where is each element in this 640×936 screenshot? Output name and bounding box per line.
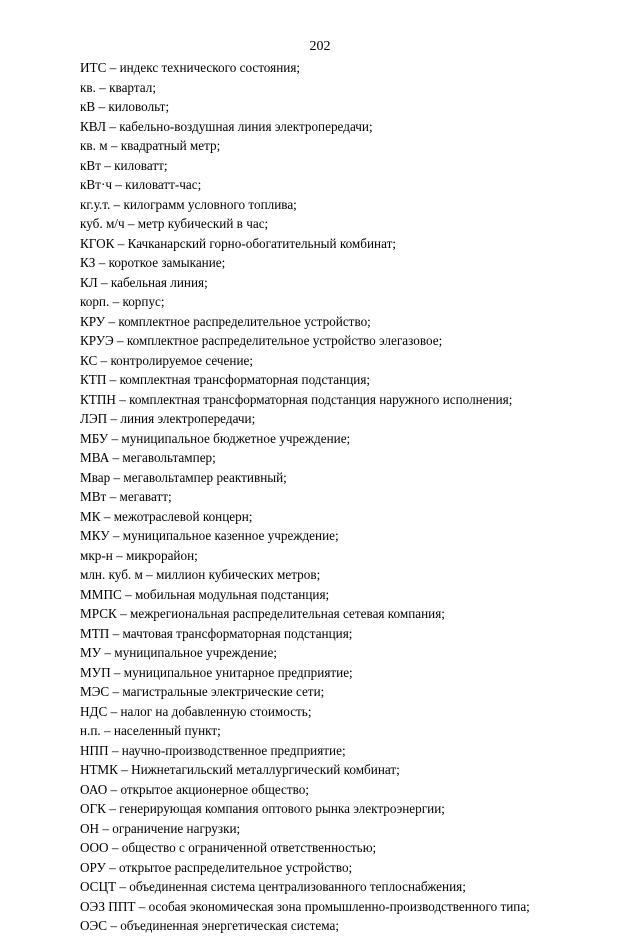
abbreviation-entry: МУП – муниципальное унитарное предприятие;: [80, 664, 353, 680]
abbreviation-entry: Мвар – мегавольтампер реактивный;: [80, 469, 287, 485]
abbreviation-entry: кв. – квартал;: [80, 79, 156, 95]
abbreviation-entry: ОСЦТ – объединенная система централизованного теплоснабжения;: [80, 879, 466, 894]
abbreviation-entry: ЛЭП – линия электропередачи;: [80, 411, 256, 426]
abbreviation-entry: куб. м/ч – метр кубический в час;: [80, 216, 269, 231]
abbreviation-entry: МК – межотраслевой концерн;: [80, 508, 253, 524]
abbreviation-entry: МЭС – магистральные электрические сети;: [80, 684, 325, 699]
abbreviation-entry: КГОК – Качканарский горно-обогатительный комбинат;: [80, 235, 397, 251]
abbreviation-entry: МВт – мегаватт;: [80, 489, 172, 504]
abbreviation-entry: ММПС – мобильная модульная подстанция;: [80, 586, 330, 602]
abbreviation-entry: КРУЭ – комплектное распределительное устройство элегазовое;: [80, 333, 443, 348]
abbreviation-entry: кВт – киловатт;: [80, 157, 168, 173]
abbreviation-entry: МТП – мачтовая трансформаторная подстанция;: [80, 625, 353, 641]
abbreviation-entry: млн. куб. м – миллион кубических метров;: [80, 567, 321, 582]
abbreviation-entry: мкр-н – микрорайон;: [80, 547, 198, 563]
abbreviation-entry: НДС – налог на добавленную стоимость;: [80, 703, 312, 719]
abbreviation-entry: МБУ – муниципальное бюджетное учреждение;: [80, 430, 351, 446]
abbreviation-entry: корп. – корпус;: [80, 294, 165, 309]
abbreviation-entry: МКУ – муниципальное казенное учреждение;: [80, 528, 339, 543]
abbreviation-entry: ОАО – открытое акционерное общество;: [80, 781, 310, 797]
abbreviation-entry: КЗ – короткое замыкание;: [80, 255, 226, 270]
abbreviation-entry: ОЭС – объединенная энергетическая система;: [80, 918, 340, 933]
abbreviation-entry: МУ – муниципальное учреждение;: [80, 645, 277, 660]
abbreviation-entry: кг.у.т. – килограмм условного топлива;: [80, 196, 297, 212]
abbreviation-entry: ОЭЗ ППТ – особая экономическая зона промышленно-производственного типа;: [80, 898, 530, 914]
abbreviation-entry: КТП – комплектная трансформаторная подстанция;: [80, 372, 371, 387]
abbreviation-entry: кВт·ч – киловатт-час;: [80, 177, 202, 192]
abbreviation-entry: кв. м – квадратный метр;: [80, 138, 221, 153]
abbreviation-entry: н.п. – населенный пункт;: [80, 723, 221, 738]
abbreviation-entry: ОГК – генерирующая компания оптового рынка электроэнергии;: [80, 801, 445, 816]
abbreviation-entry: ОРУ – открытое распределительное устройство;: [80, 859, 353, 875]
abbreviation-entry: КРУ – комплектное распределительное устройство;: [80, 313, 371, 329]
abbreviation-entry: ОН – ограничение нагрузки;: [80, 820, 241, 836]
abbreviation-entry: НТМК – Нижнетагильский металлургический комбинат;: [80, 762, 400, 777]
abbreviation-entry: МРСК – межрегиональная распределительная сетевая компания;: [80, 606, 445, 621]
abbreviation-entry: КТПН – комплектная трансформаторная подстанция наружного исполнения;: [80, 391, 513, 407]
abbreviation-entry: НПП – научно-производственное предприятие;: [80, 742, 346, 758]
abbreviation-entry: кВ – киловольт;: [80, 99, 170, 114]
page-number: 202: [309, 39, 331, 54]
abbreviation-entry: ООО – общество с ограниченной ответственностью;: [80, 840, 377, 855]
abbreviation-entry: КВЛ – кабельно-воздушная линия электропередачи;: [80, 118, 373, 134]
abbreviation-list: [80, 58, 635, 936]
abbreviation-entry: КС – контролируемое сечение;: [80, 352, 254, 368]
abbreviation-entry: МВА – мегавольтампер;: [80, 450, 216, 465]
abbreviation-entry: КЛ – кабельная линия;: [80, 274, 208, 290]
abbreviation-entry: ИТС – индекс технического состояния;: [80, 60, 301, 75]
